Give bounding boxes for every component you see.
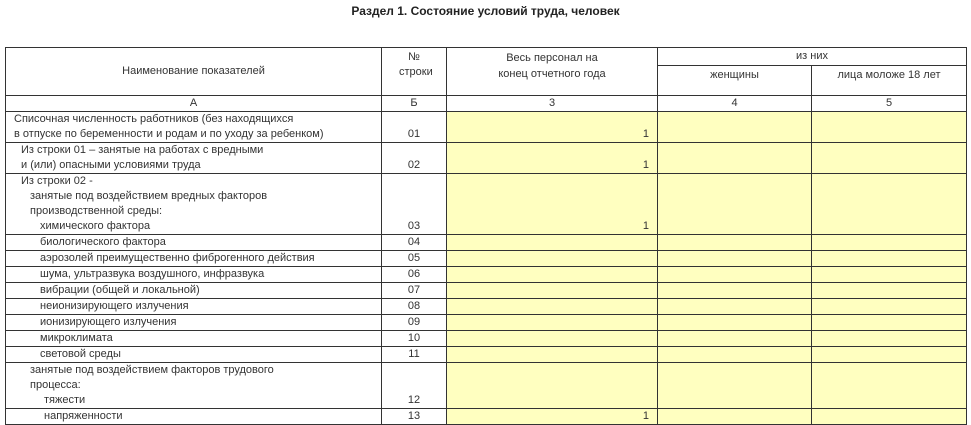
row-label bbox=[6, 174, 382, 235]
value-cell-women[interactable] bbox=[658, 299, 812, 315]
header-name: Наименование показателей bbox=[6, 48, 382, 96]
row-label-line: процесса: bbox=[30, 379, 81, 391]
value-cell-total[interactable] bbox=[447, 331, 658, 347]
row-code: 08 bbox=[382, 299, 447, 315]
row-label bbox=[6, 363, 382, 409]
value-cell-total[interactable]: 1 bbox=[447, 143, 658, 174]
row-code: 10 bbox=[382, 331, 447, 347]
value-cell-women[interactable] bbox=[658, 251, 812, 267]
value-cell-women[interactable] bbox=[658, 331, 812, 347]
row-label-line: ионизирующего излучения bbox=[40, 316, 177, 328]
table-row bbox=[6, 299, 967, 315]
value-cell-under18[interactable] bbox=[812, 267, 967, 283]
value-cell-under18[interactable] bbox=[812, 143, 967, 174]
header-women: женщины bbox=[658, 66, 812, 96]
row-label bbox=[6, 315, 382, 331]
index-cell: А bbox=[6, 96, 382, 112]
value-cell-total[interactable] bbox=[447, 283, 658, 299]
table-row bbox=[6, 283, 967, 299]
header-code: № строки bbox=[382, 48, 447, 96]
table-row bbox=[6, 251, 967, 267]
value-cell-women[interactable] bbox=[658, 143, 812, 174]
value-cell-women[interactable] bbox=[658, 409, 812, 425]
row-label-line: Списочная численность работников (без находящихся bbox=[14, 113, 294, 125]
row-label bbox=[6, 235, 382, 251]
value-cell-under18[interactable] bbox=[812, 174, 967, 235]
column-index-row bbox=[6, 96, 967, 112]
row-label-line: биологического фактора bbox=[40, 236, 166, 248]
row-label bbox=[6, 331, 382, 347]
table-row bbox=[6, 174, 967, 235]
value-cell-under18[interactable] bbox=[812, 251, 967, 267]
value-cell-women[interactable] bbox=[658, 174, 812, 235]
value-cell-total[interactable] bbox=[447, 299, 658, 315]
row-label-line: Из строки 01 – занятые на работах с вредными bbox=[21, 144, 264, 156]
row-code: 07 bbox=[382, 283, 447, 299]
row-label-line: микроклимата bbox=[40, 332, 113, 344]
row-label-line: тяжести bbox=[44, 394, 86, 406]
value-cell-total[interactable] bbox=[447, 363, 658, 409]
row-label-line: шума, ультразвука воздушного, инфразвука bbox=[40, 268, 265, 280]
table-row bbox=[6, 347, 967, 363]
row-label-line: аэрозолей преимущественно фиброгенного действия bbox=[40, 252, 315, 264]
row-label-line: в отпуске по беременности и родам и по уходу за ребенком) bbox=[14, 128, 324, 140]
row-label-line: Из строки 02 - bbox=[21, 175, 93, 187]
section-title: Раздел 1. Состояние условий труда, человек bbox=[351, 4, 620, 18]
value-cell-women[interactable] bbox=[658, 283, 812, 299]
index-cell: 5 bbox=[812, 96, 967, 112]
value-cell-under18[interactable] bbox=[812, 112, 967, 143]
value-cell-total[interactable] bbox=[447, 267, 658, 283]
value-cell-women[interactable] bbox=[658, 235, 812, 251]
row-code: 04 bbox=[382, 235, 447, 251]
row-label-line: и (или) опасными условиями труда bbox=[21, 159, 201, 171]
row-code: 02 bbox=[382, 143, 447, 174]
value-cell-women[interactable] bbox=[658, 315, 812, 331]
value-cell-under18[interactable] bbox=[812, 235, 967, 251]
row-code: 06 bbox=[382, 267, 447, 283]
value-cell-under18[interactable] bbox=[812, 331, 967, 347]
row-label bbox=[6, 251, 382, 267]
row-code: 11 bbox=[382, 347, 447, 363]
value-cell-women[interactable] bbox=[658, 363, 812, 409]
table-row bbox=[6, 143, 967, 174]
value-cell-women[interactable] bbox=[658, 347, 812, 363]
value-cell-women[interactable] bbox=[658, 267, 812, 283]
table-row bbox=[6, 315, 967, 331]
row-label-line: световой среды bbox=[40, 348, 121, 360]
row-label-line: химического фактора bbox=[40, 220, 151, 232]
table-row bbox=[6, 363, 967, 409]
row-code: 09 bbox=[382, 315, 447, 331]
index-cell: 3 bbox=[447, 96, 658, 112]
labor-conditions-table bbox=[5, 47, 967, 425]
row-label-line: занятые под воздействием факторов трудового bbox=[30, 364, 274, 376]
index-cell: 4 bbox=[658, 96, 812, 112]
table-row bbox=[6, 235, 967, 251]
value-cell-under18[interactable] bbox=[812, 315, 967, 331]
row-label-line: напряженности bbox=[44, 410, 123, 422]
row-code: 13 bbox=[382, 409, 447, 425]
row-label bbox=[6, 409, 382, 425]
value-cell-total[interactable] bbox=[447, 347, 658, 363]
header-total: Весь персонал на конец отчетного года bbox=[447, 48, 658, 96]
row-label-line: вибрации (общей и локальной) bbox=[40, 284, 200, 296]
table-row bbox=[6, 331, 967, 347]
table-row bbox=[6, 409, 967, 425]
row-label bbox=[6, 112, 382, 143]
value-cell-total[interactable]: 1 bbox=[447, 409, 658, 425]
row-label bbox=[6, 267, 382, 283]
row-label-line: занятые под воздействием вредных факторов bbox=[30, 190, 268, 202]
row-code: 01 bbox=[382, 112, 447, 143]
value-cell-under18[interactable] bbox=[812, 299, 967, 315]
value-cell-under18[interactable] bbox=[812, 283, 967, 299]
index-cell: Б bbox=[382, 96, 447, 112]
row-code: 03 bbox=[382, 174, 447, 235]
row-code: 05 bbox=[382, 251, 447, 267]
header-of-them: из них bbox=[658, 48, 967, 66]
value-cell-total[interactable] bbox=[447, 315, 658, 331]
value-cell-under18[interactable] bbox=[812, 363, 967, 409]
value-cell-total[interactable] bbox=[447, 251, 658, 267]
value-cell-total[interactable]: 1 bbox=[447, 174, 658, 235]
row-label bbox=[6, 283, 382, 299]
row-code: 12 bbox=[382, 363, 447, 409]
value-cell-women[interactable] bbox=[658, 112, 812, 143]
table-row bbox=[6, 267, 967, 283]
table-row bbox=[6, 112, 967, 143]
value-cell-under18[interactable] bbox=[812, 347, 967, 363]
row-label bbox=[6, 347, 382, 363]
header-under18: лица моложе 18 лет bbox=[812, 66, 967, 96]
row-label-line: неионизирующего излучения bbox=[40, 300, 189, 312]
row-label bbox=[6, 299, 382, 315]
row-label bbox=[6, 143, 382, 174]
value-cell-total[interactable] bbox=[447, 235, 658, 251]
row-label-line: производственной среды: bbox=[30, 205, 163, 217]
value-cell-total[interactable]: 1 bbox=[447, 112, 658, 143]
value-cell-under18[interactable] bbox=[812, 409, 967, 425]
